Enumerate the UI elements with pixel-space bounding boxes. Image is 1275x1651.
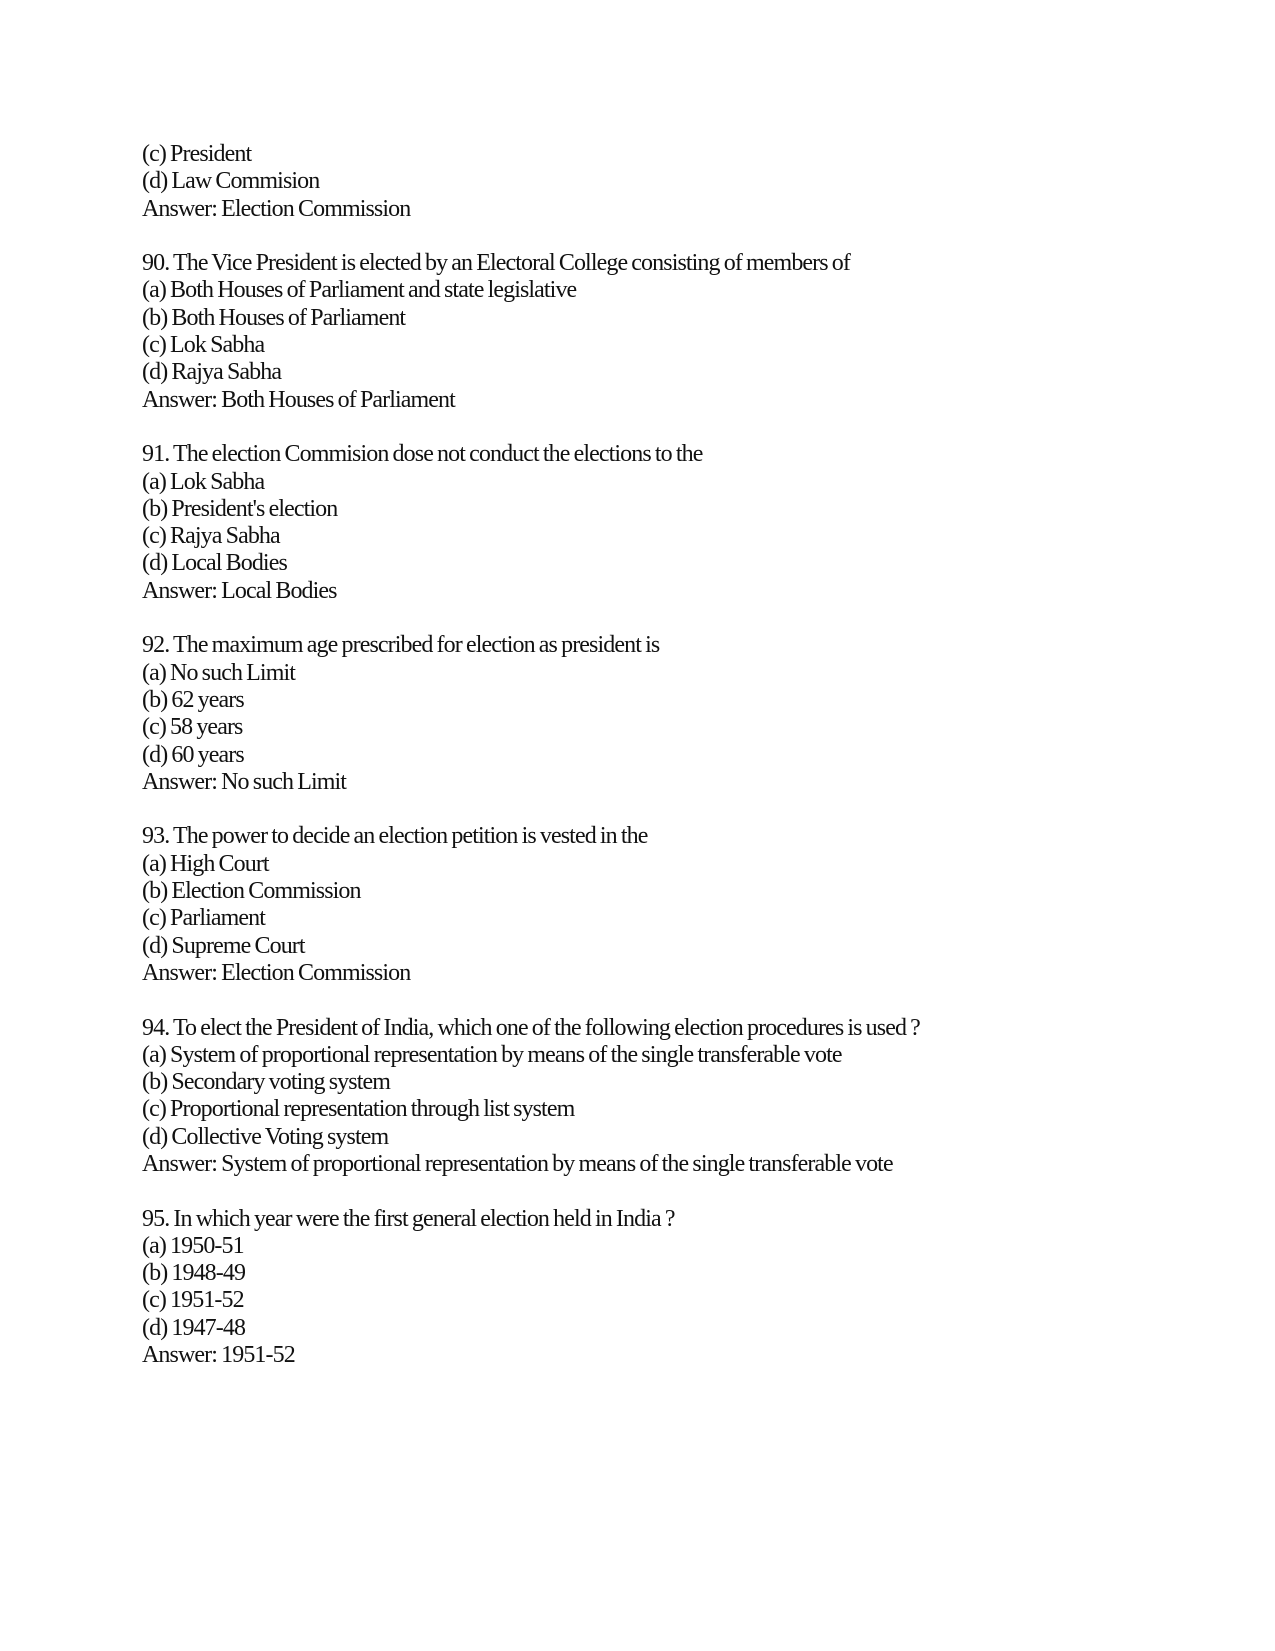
option-c: (c) 1951-52 — [142, 1287, 244, 1314]
answer: Answer: 1951-52 — [142, 1342, 295, 1369]
option-b: (b) 1948-49 — [142, 1260, 246, 1287]
option-a: (a) Both Houses of Parliament and state legislative — [142, 277, 577, 304]
document-page — [142, 141, 920, 1397]
option-a: (a) High Court — [142, 850, 269, 877]
question-text: 93. The power to decide an election petition is vested in the — [142, 823, 648, 850]
option-d: (d) Rajya Sabha — [142, 359, 282, 386]
question-90 — [142, 250, 920, 414]
option-a: (a) System of proportional representation by means of the single transferable vote — [142, 1041, 842, 1068]
question-92 — [142, 632, 920, 796]
question-text: 91. The election Commision dose not conduct the elections to the — [142, 441, 703, 468]
option-b: (b) Election Commission — [142, 878, 361, 905]
question-text: 90. The Vice President is elected by an Electoral College consisting of members of — [142, 250, 850, 277]
answer: Answer: Election Commission — [142, 959, 411, 986]
option-d: (d) Supreme Court — [142, 932, 305, 959]
answer: Answer: System of proportional representation by means of the single transferable vote — [142, 1150, 893, 1177]
question-95 — [142, 1206, 920, 1370]
option-c: (c) Proportional representation through list system — [142, 1096, 575, 1123]
option-c: (c) President — [142, 141, 252, 167]
option-d: (d) Collective Voting system — [142, 1123, 389, 1150]
option-d: (d) Local Bodies — [142, 550, 287, 577]
answer: Answer: Both Houses of Parliament — [142, 386, 455, 413]
question-91 — [142, 441, 920, 605]
option-c: (c) 58 years — [142, 714, 243, 741]
option-d: (d) Law Commision — [142, 168, 320, 195]
answer: Answer: Election Commission — [142, 195, 411, 222]
option-c: (c) Lok Sabha — [142, 332, 265, 359]
option-d: (d) 60 years — [142, 741, 244, 768]
option-b: (b) Secondary voting system — [142, 1069, 390, 1096]
option-b: (b) Both Houses of Parliament — [142, 304, 406, 331]
question-93 — [142, 823, 920, 987]
option-b: (b) President's election — [142, 495, 338, 522]
option-a: (a) 1950-51 — [142, 1232, 244, 1259]
question-text: 95. In which year were the first general election held in India ? — [142, 1205, 675, 1232]
answer: Answer: Local Bodies — [142, 577, 337, 604]
option-d: (d) 1947-48 — [142, 1314, 246, 1341]
option-a: (a) Lok Sabha — [142, 468, 265, 495]
option-b: (b) 62 years — [142, 686, 244, 713]
option-a: (a) No such Limit — [142, 659, 295, 686]
answer: Answer: No such Limit — [142, 768, 347, 795]
question-94 — [142, 1015, 920, 1179]
question-text: 92. The maximum age prescribed for election as president is — [142, 632, 660, 659]
option-c: (c) Rajya Sabha — [142, 523, 280, 550]
option-c: (c) Parliament — [142, 905, 266, 932]
question-text: 94. To elect the President of India, which one of the following election procedures is used ? — [142, 1014, 920, 1041]
question-fragment-89 — [142, 141, 920, 223]
